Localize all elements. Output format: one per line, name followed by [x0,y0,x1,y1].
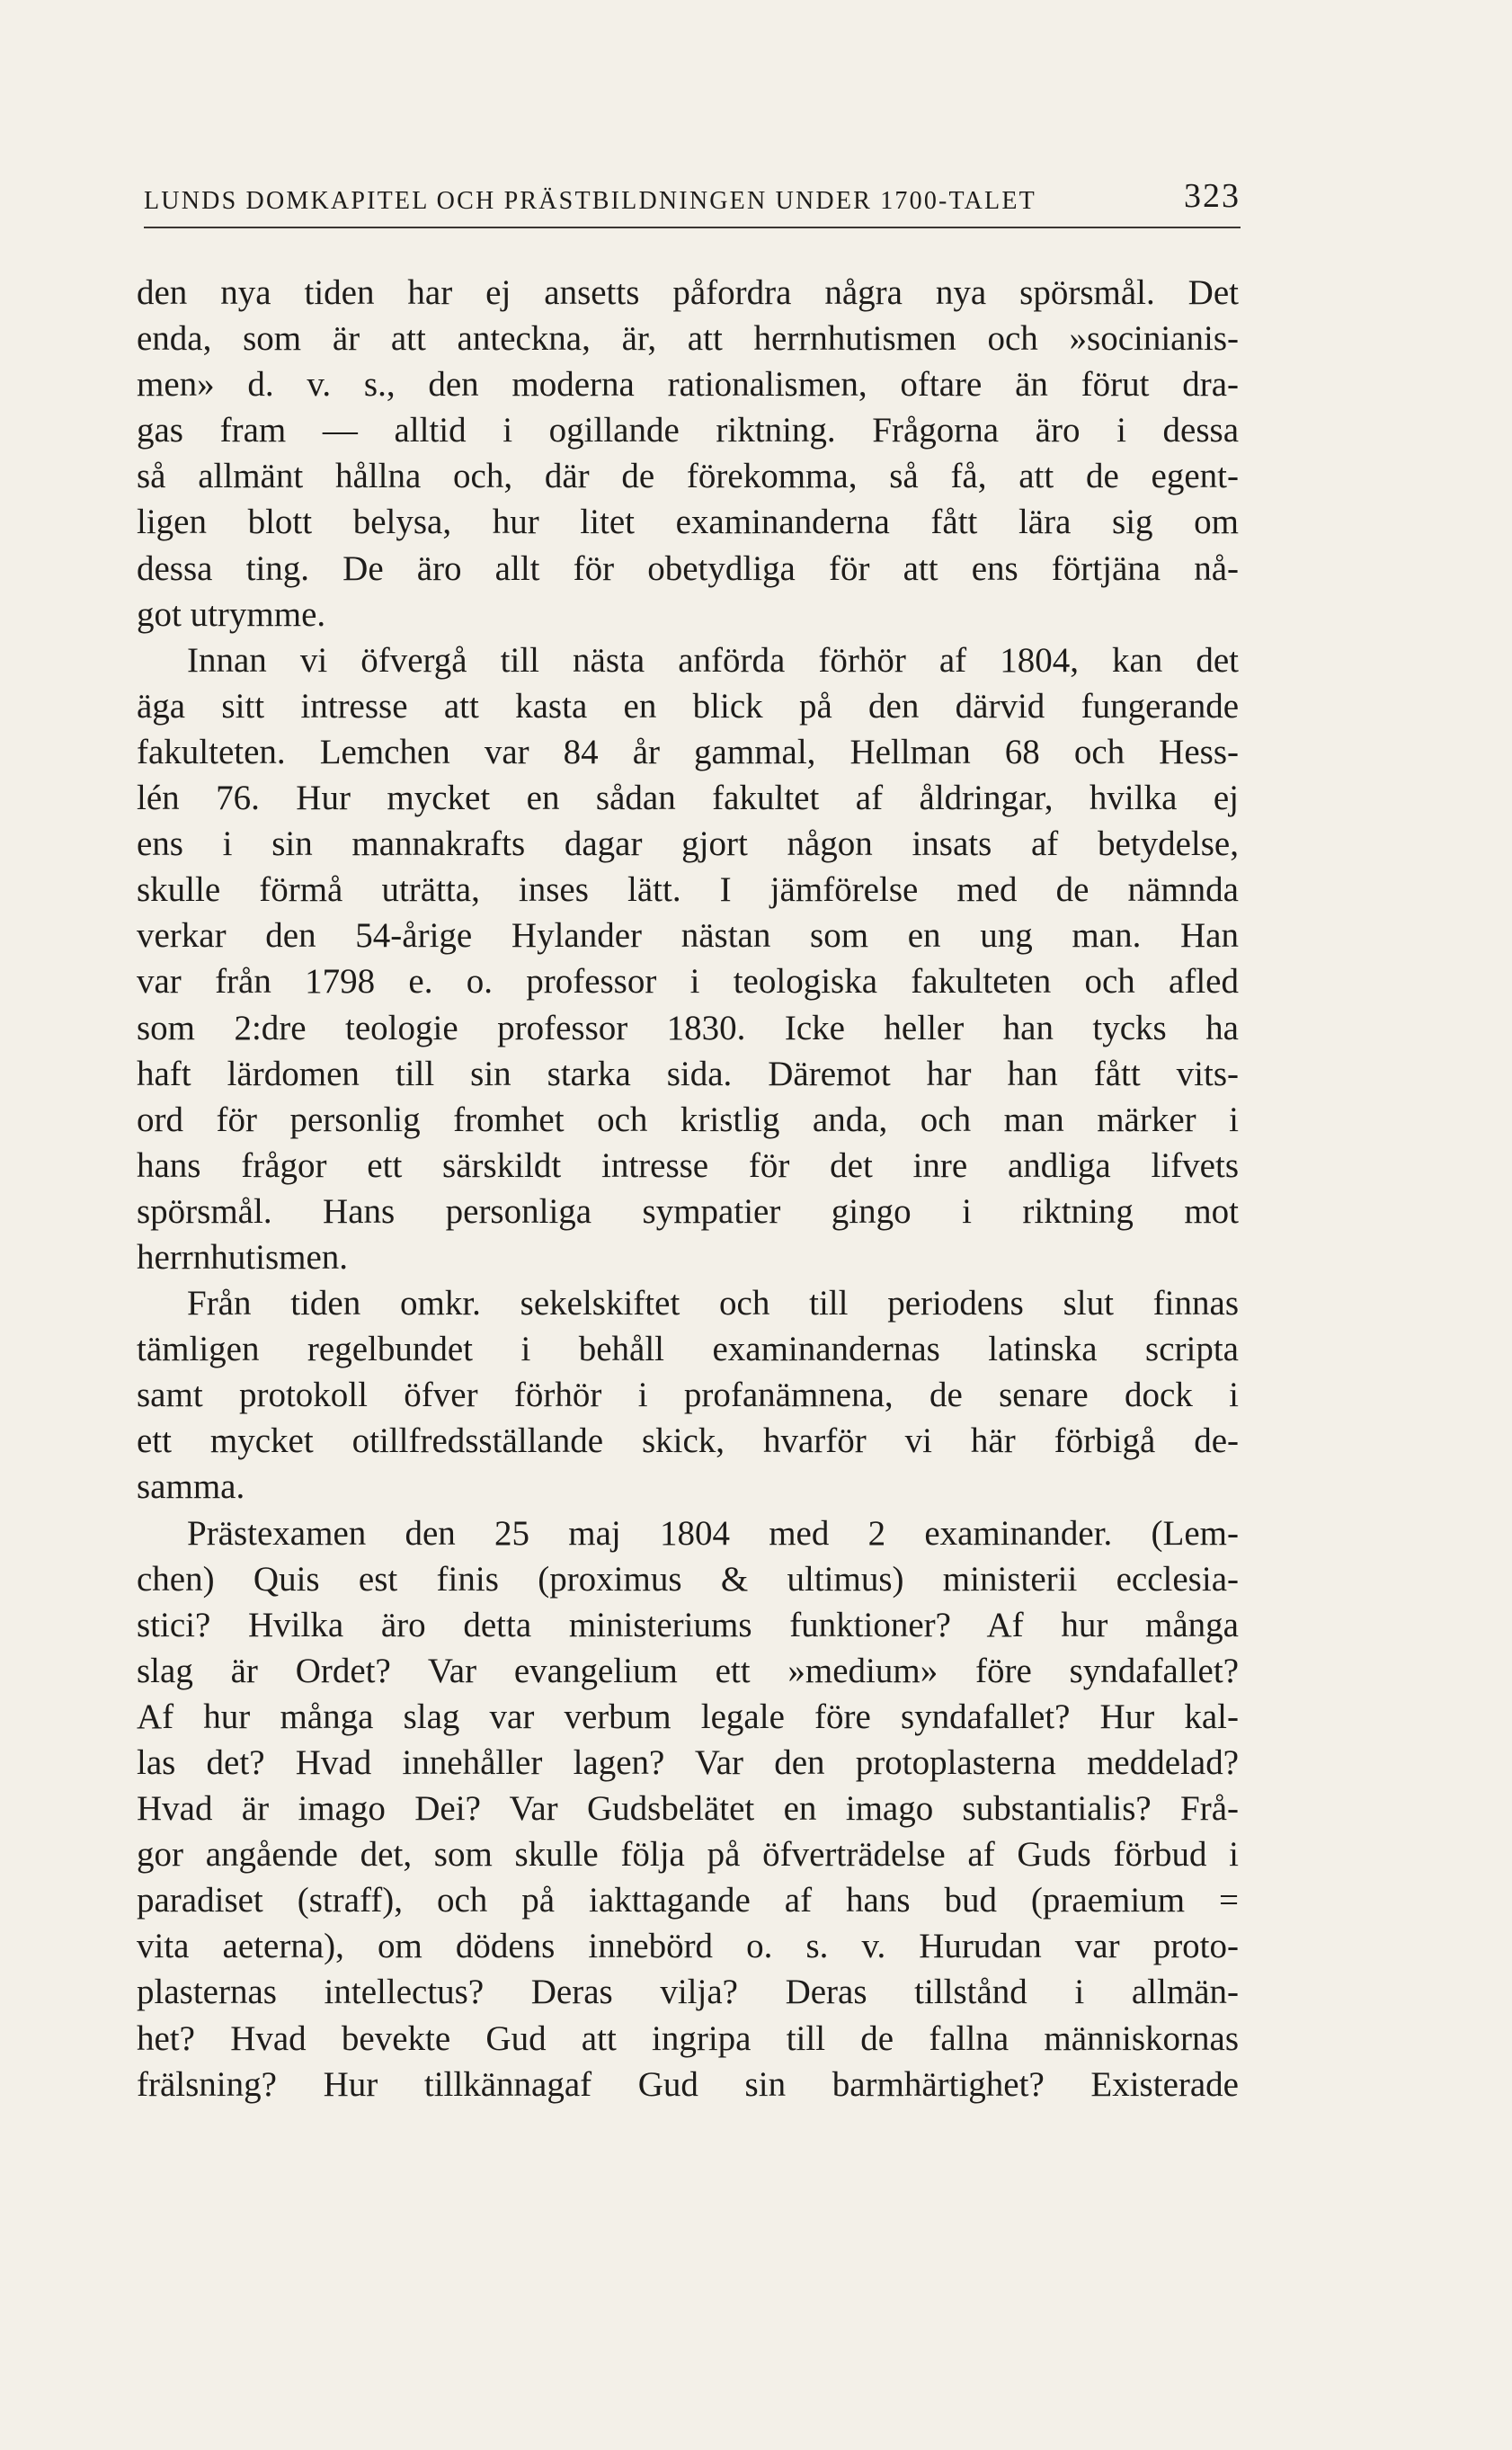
paragraph-start-line: Innan vi öfvergå till nästa anförda förhör af 1804, kan det [187,640,1239,680]
text-line: stici? Hvilka äro detta ministeriums funktioner? Af hur många [137,1605,1239,1644]
text-line: het? Hvad bevekte Gud att ingripa till de fallna människornas [137,2018,1239,2058]
text-line: Af hur många slag var verbum legale före syndafallet? Hur kal- [137,1697,1239,1736]
text-line: ligen blott belysa, hur litet examinanderna fått lära sig om [137,503,1239,542]
text-line: ens i sin mannakrafts dagar gjort någon insats af betydelse, [137,824,1239,864]
text-line: samma. [137,1467,245,1507]
text-line: den nya tiden har ej ansetts påfordra några nya spörsmål. Det [137,273,1239,312]
running-title: LUNDS DOMKAPITEL OCH PRÄSTBILDNINGEN UNDER 1700-TALET [144,187,1036,215]
text-line: tämligen regelbundet i behåll examinandernas latinska scripta [137,1330,1239,1369]
text-line: lén 76. Hur mycket en sådan fakultet af åldringar, hvilka ej [137,779,1239,818]
text-line: slag är Ordet? Var evangelium ett »medium» före syndafallet? [137,1651,1239,1690]
text-line: chen) Quis est finis (proximus & ultimus) ministerii ecclesia- [137,1559,1239,1599]
text-line: hans frågor ett särskildt intresse för det inre andliga lifvets [137,1145,1239,1185]
text-line: som 2:dre teologie professor 1830. Icke heller han tycks ha [137,1008,1239,1047]
page-number: 323 [1184,177,1241,215]
text-line: skulle förmå uträtta, inses lätt. I jämförelse med de nämnda [137,870,1239,910]
text-line: haft lärdomen till sin starka sida. Däremot har han fått vits- [137,1054,1239,1093]
text-line: äga sitt intresse att kasta en blick på den därvid fungerande [137,686,1239,726]
body-text [137,270,1239,2107]
text-line: ord för personlig fromhet och kristlig anda, och man märker i [137,1100,1239,1139]
text-line: verkar den 54-årige Hylander nästan som en ung man. Han [137,916,1239,956]
text-line: got utrymme. [137,594,326,634]
text-line: herrnhutismen. [137,1237,349,1277]
text-line: Hvad är imago Dei? Var Gudsbelätet en imago substantialis? Frå- [137,1789,1239,1829]
header-rule [144,227,1241,228]
text-line: dessa ting. De äro allt för obetydliga för att ens förtjäna nå- [137,548,1239,588]
paragraph-start-line: Prästexamen den 25 maj 1804 med 2 examinander. (Lem- [187,1513,1239,1553]
text-line: paradiset (straff), och på iakttagande af hans bud (praemium = [137,1881,1239,1920]
text-line: enda, som är att anteckna, är, att herrnhutismen och »socinianis- [137,319,1239,359]
text-line: fakulteten. Lemchen var 84 år gammal, Hellman 68 och Hess- [137,732,1239,771]
text-line: las det? Hvad innehåller lagen? Var den protoplasterna meddelad? [137,1743,1239,1782]
text-line: så allmänt hållna och, där de förekomma, så få, att de egent- [137,457,1239,496]
text-line: gas fram — alltid i ogillande riktning. Frågorna äro i dessa [137,411,1239,450]
text-line: spörsmål. Hans personliga sympatier gingo i riktning mot [137,1191,1239,1231]
paragraph-start-line: Från tiden omkr. sekelskiftet och till periodens slut finnas [187,1284,1239,1323]
text-line: men» d. v. s., den moderna rationalismen, oftare än förut dra- [137,365,1239,405]
running-header [144,177,1241,216]
text-line: frälsning? Hur tillkännagaf Gud sin barmhärtighet? Existerade [137,2064,1239,2104]
text-line: ett mycket otillfredsställande skick, hvarför vi här förbigå de- [137,1421,1239,1461]
text-line: var från 1798 e. o. professor i teologiska fakulteten och afled [137,962,1239,1002]
text-line: plasternas intellectus? Deras vilja? Deras tillstånd i allmän- [137,1973,1239,2012]
text-line: samt protokoll öfver förhör i profanämnena, de senare dock i [137,1376,1239,1415]
text-line: vita aeterna), om dödens innebörd o. s. v. Hurudan var proto- [137,1927,1239,1966]
text-line: gor angående det, som skulle följa på öfverträdelse af Guds förbud i [137,1835,1239,1875]
